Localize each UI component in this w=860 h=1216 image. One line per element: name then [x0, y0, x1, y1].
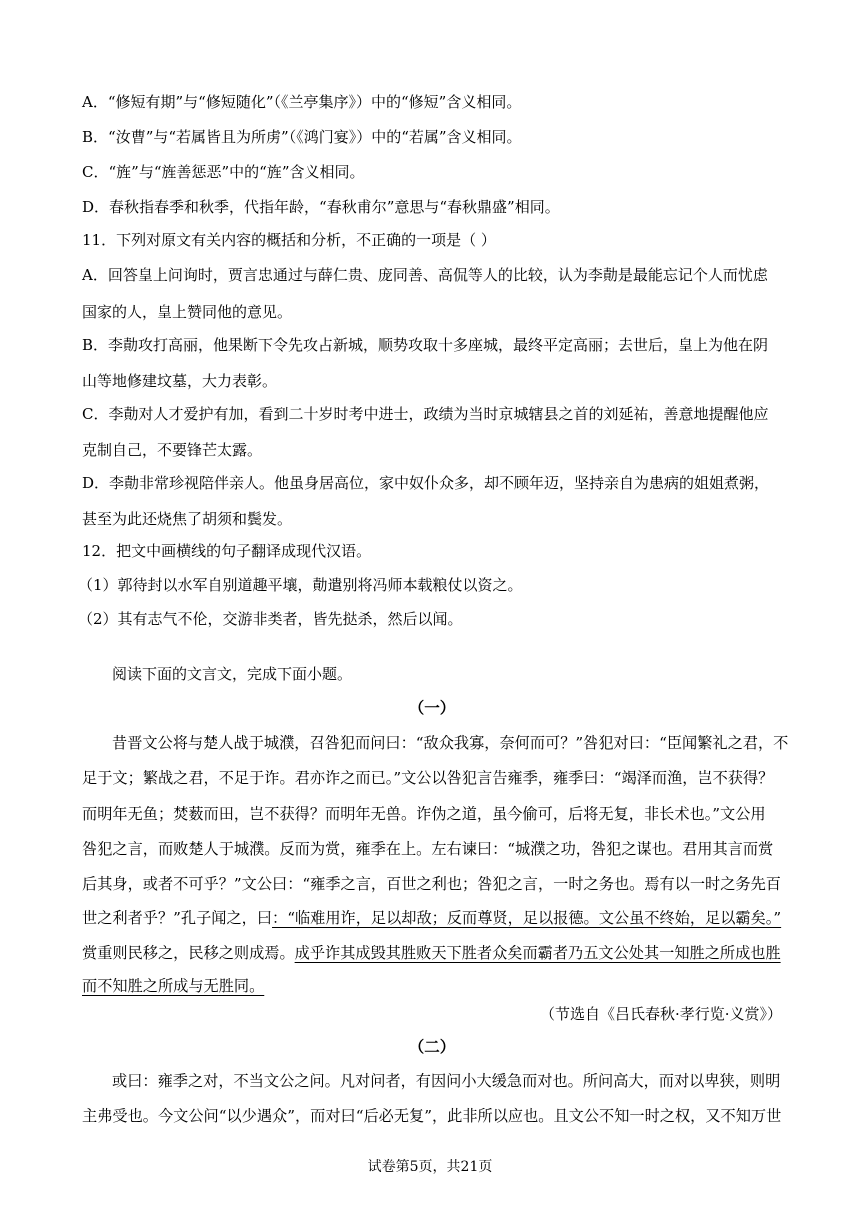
underlined-sentence-2: 成乎诈其成毁其胜败天下胜者众矣而霸者乃五文公处其一知胜之所成也胜 [294, 944, 781, 962]
option-11a-line1: A．回答皇上问询时，贾言忠通过与薛仁贵、庞同善、高侃等人的比较，认为李勣是最能忘记个人而忧虑 [82, 266, 768, 284]
part-1-line-6-plain: 世之利者乎？”孔子闻之，曰 [82, 909, 273, 927]
option-11b-line2: 山等地修建坟墓，大力表彰。 [82, 372, 278, 390]
question-12-stem: 12．把文中画横线的句子翻译成现代汉语。 [82, 542, 372, 560]
part-1-line-8: 而不知胜之所成与无胜同。 [82, 977, 265, 995]
part-1-line-2: 足于文；繁战之君，不足于诈。君亦诈之而已。”文公以咎犯言告雍季，雍季曰：“竭泽而渔，岂不获得？ [82, 769, 774, 787]
option-11b-line1: B．李勣攻打高丽，他果断下令先攻占新城，顺势攻取十多座城，最终平定高丽；去世后，皇上为他在阴 [82, 336, 769, 354]
part-1-line-7 [82, 943, 781, 963]
option-11d-line2: 甚至为此还烧焦了胡须和鬓发。 [82, 510, 293, 528]
page-footer: 试卷第5页，共21页 [367, 1159, 493, 1175]
reading-intro: 阅读下面的文言文，完成下面小题。 [112, 665, 353, 683]
option-11c-line1: C．李勣对人才爱护有加，看到二十岁时考中进士，政绩为当时京城辖县之首的刘延祐，善意地提醒他应 [82, 405, 769, 423]
part-1-line-3: 而明年无鱼；焚薮而田，岂不获得？而明年无兽。诈伪之道，虽今偷可，后将无复，非长术也。”文公用 [82, 805, 766, 823]
question-11-stem: 11．下列对原文有关内容的概括和分析，不正确的一项是（ ） [82, 231, 496, 249]
option-10a: A．“修短有期”与“修短随化”（《兰亭集序》）中的“修短”含义相同。 [82, 93, 522, 111]
option-10d: D．春秋指春季和秋季，代指年龄，“春秋甫尔”意思与“春秋鼎盛”相同。 [82, 198, 560, 216]
underlined-sentence-1: ：“临难用诈，足以却敌；反而尊贤，足以报德。文公虽不终始，足以霸矣。” [272, 909, 782, 927]
option-10b: B．“汝曹”与“若属皆且为所虏”（《鸿门宴》）中的“若属”含义相同。 [82, 128, 522, 146]
option-11c-line2: 克制自己，不要锋芒太露。 [82, 441, 263, 459]
option-11a-line2: 国家的人，皇上赞同他的意见。 [82, 303, 293, 321]
part-1-line-1: 昔晋文公将与楚人战于城濮，召咎犯而问曰：“敌众我寡，奈何而可？”咎犯对曰：“臣闻繁礼之君，不 [112, 734, 789, 752]
part-1-line-7-plain: 赏重则民移之，民移之则成焉。 [82, 944, 295, 962]
part-2-line-1: 或曰：雍季之对，不当文公之问。凡对问者，有因问小大缓急而对也。所问高大，而对以卑狭，则明 [112, 1072, 781, 1090]
part-1-heading: （一） [408, 698, 456, 717]
part-2-heading: （二） [408, 1037, 456, 1056]
part-1-line-5: 后其身，或者不可乎？”文公曰：“雍季之言，百世之利也；咎犯之言，一时之务也。焉有以一时之务先百 [82, 875, 781, 893]
option-11d-line1: D．李勣非常珍视陪伴亲人。他虽身居高位，家中奴仆众多，却不顾年迈，坚持亲自为患病的姐姐煮粥， [82, 474, 770, 492]
question-12-sentence-2: （2）其有志气不伦，交游非类者，皆先挞杀，然后以闻。 [78, 610, 463, 628]
question-12-sentence-1: （1）郭待封以水军自别道趣平壤，勣遣别将冯师本载粮仗以资之。 [78, 576, 523, 594]
part-1-line-6 [82, 908, 781, 928]
part-1-source: （节选自《吕氏春秋·孝行览·义赏》） [539, 1005, 782, 1023]
option-10c: C．“旌”与“旌善惩恶”中的“旌”含义相同。 [82, 163, 365, 181]
part-2-line-2: 主弗受也。今文公问“以少遇众”，而对曰“后必无复”，此非所以应也。且文公不知一时之权，又不知万世 [82, 1107, 782, 1125]
part-1-line-4: 咎犯之言，而败楚人于城濮。反而为赏，雍季在上。左右谏曰：“城濮之功，咎犯之谋也。君用其言而赏 [82, 840, 774, 858]
